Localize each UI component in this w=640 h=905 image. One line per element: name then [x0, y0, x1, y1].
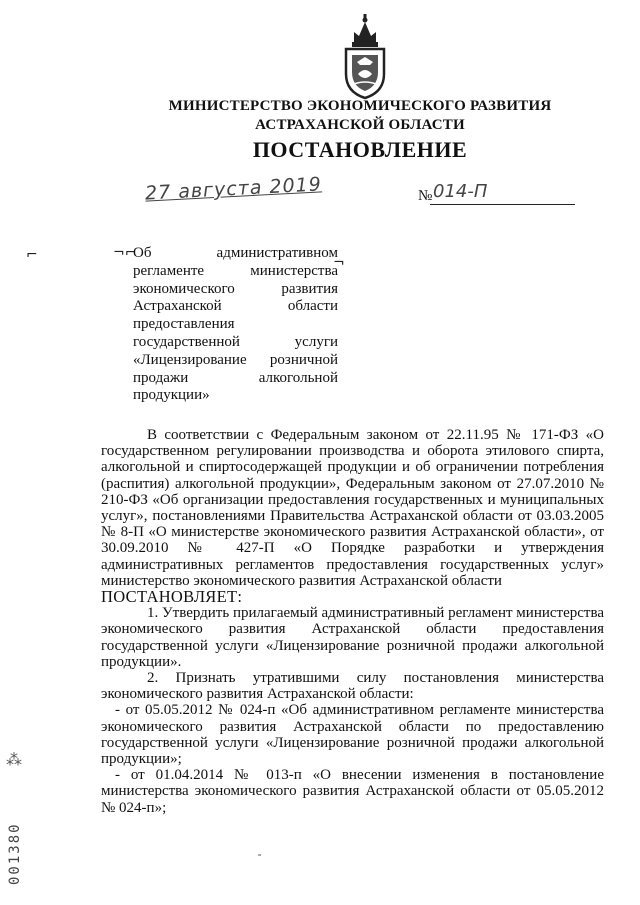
- number-underline: [430, 204, 575, 205]
- resolve-heading: ПОСТАНОВЛЯЕТ:: [101, 587, 243, 607]
- handwritten-number: 014-П: [433, 181, 488, 202]
- number-label: №: [418, 188, 433, 204]
- corner-mark-icon: ⌐: [26, 247, 38, 263]
- document-type-title: ПОСТАНОВЛЕНИЕ: [252, 137, 468, 162]
- ministry-name-line2: АСТРАХАНСКОЙ ОБЛАСТИ: [255, 117, 465, 133]
- scan-speck: [258, 854, 261, 856]
- registration-stamp-number: 001380: [7, 822, 23, 885]
- item-2-paragraph: 2. Признать утратившими силу постановления министерства экономического развития Астраханской области:: [101, 670, 604, 703]
- coat-of-arms-icon: [340, 12, 390, 102]
- document-body: [101, 427, 604, 816]
- ministry-name-line1: МИНИСТЕРСТВО ЭКОНОМИЧЕСКОГО РАЗВИТИЯ: [168, 98, 552, 114]
- handwritten-date: 27 августа 2019: [144, 173, 323, 205]
- document-subject: Об административном регламенте министерства экономического развития Астраханской области предоставления государственной услуги «Лицензирование розничной продажи алкогольной продукции»: [133, 245, 338, 404]
- item-1-paragraph: 1. Утвердить прилагаемый административный регламент министерства экономического развития Астраханской области предоставления государственной услуги «Лицензирование розничной продажи алкогольной продукции».: [101, 605, 604, 670]
- bracket-mark-icon: ¬⌐: [113, 245, 137, 261]
- item-2b-paragraph: - от 01.04.2014 № 013-п «О внесении изменения в постановление министерства экономического развития Астраханской области от 05.05.2012 № 024-п»;: [101, 767, 604, 816]
- bracket-end-mark-icon: ¬: [333, 255, 345, 271]
- item-2a-paragraph: - от 05.05.2012 № 024-п «Об административном регламенте министерства экономического развития Астраханской области по предоставлению государственной услуги «Лицензирование розничной продажи алкогольной продукции»;: [101, 702, 604, 768]
- stamp-mark-icon: ⁂: [6, 750, 22, 769]
- preamble-paragraph: В соответствии с Федеральным законом от 22.11.95 № 171-ФЗ «О государственном регулировании производства и оборота этилового спирта, алкогольной и спиртосодержащей продукции и об ограничении потребления (распития) алкогольной продукции», Федеральным законом от 27.07.2010 № 210-ФЗ «Об организации предоставления государственных и муниципальных услуг», постановлениями Правительства Астраханской области от 03.03.2005 № 8-П «О министерстве экономического развития Астраханской области», от 30.09.2010 № 427-П «О Порядке разработки и утверждения административных регламентов предоставления государственных услуг» министерство экономического развития Астраханской области: [101, 427, 604, 589]
